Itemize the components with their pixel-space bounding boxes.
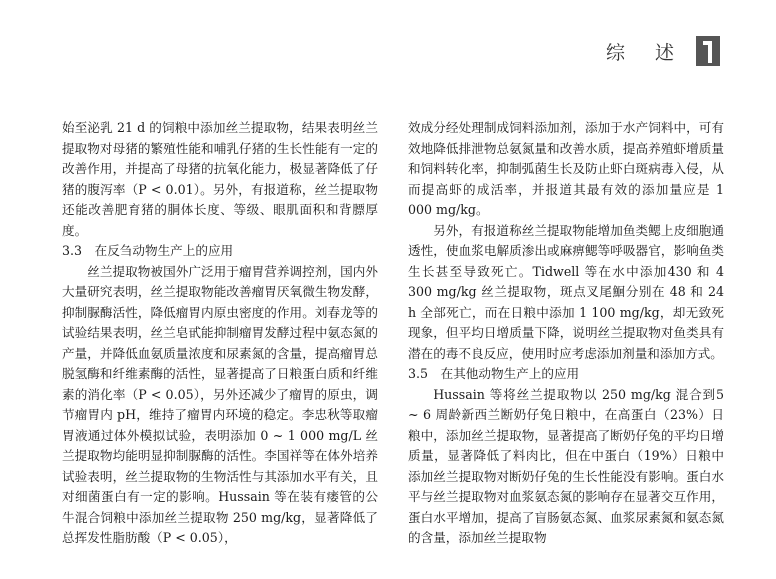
page-header [606,34,720,68]
right-paragraph-1: 效成分经处理制成饲料添加剂，添加于水产饲料中，可有效地降低排泄物总氨氮量和改善水质，提高养殖虾增质量和饲料转化率，抑制弧菌生长及防止虾白斑病毒入侵，从而提高虾的成活率，并报道其最有效的添加量应是 1 000 mg/kg。 [408,120,724,217]
right-paragraph-2: 另外，有报道称丝兰提取物能增加鱼类鳃上皮细胞通透性，使血浆电解质渗出或麻痹鳃等呼吸器官，影响鱼类生长甚至导致死亡。Tidwell 等在水中添加430 和 4 300 mg/kg 丝兰提取物，斑点叉尾鮰分别在 48 和 24 h 全部死亡，而在日粮中添加 1 100 mg/kg，却无致死现象，但平均日增质量下降，说明丝兰提取物对鱼类具有潜在的毒不良反应，使用时应考虑添加剂量和添加方式。 [408,222,724,361]
left-paragraph-1: 始至泌乳 21 d 的饲粮中添加丝兰提取物，结果表明丝兰提取物对母猪的繁殖性能和哺乳仔猪的生长性能有一定的改善作用，并提高了母猪的抗氧化能力，极显著降低了仔猪的腹泻率（P < 0.01）。另外，有报道称，丝兰提取物还能改善肥育猪的胴体长度、等级、眼肌面积和背膘厚度。 [62,120,378,238]
section-heading-3-5: 3.5 在其他动物生产上的应用 [408,366,580,381]
section-heading-3-3: 3.3 在反刍动物生产上的应用 [62,243,234,258]
right-paragraph-3: Hussain 等将丝兰提取物以 250 mg/kg 混合到5 ~ 6 周龄新西兰断奶仔兔日粮中，在高蛋白（23%）日粮中，添加丝兰提取物，显著提高了断奶仔兔的平均日增质量，显著降低了料肉比，但在中蛋白（19%）日粮中添加丝兰提取物对断奶仔兔的生长性能没有影响。蛋白水平与丝兰提取物对血浆氨态氮的影响存在显著交互作用，蛋白水平增加，提高了盲肠氨态氮、血浆尿素氮和氨态氮的含量，添加丝兰提取物 [408,386,724,545]
right-column [408,118,724,549]
section-title: 综 述 [605,41,686,64]
left-paragraph-2: 丝兰提取物被国外广泛用于瘤胃营养调控剂，国内外大量研究表明，丝兰提取物能改善瘤胃厌氧微生物发酵，抑制脲酶活性，降低瘤胃内原虫密度的作用。刘春龙等的试验结果表明，丝兰皂甙能抑制瘤胃发酵过程中氨态氮的产量，并降低血氨质量浓度和尿素氮的含量，提高瘤胃总脱氢酶和纤维素酶的活性，显著提高了日粮蛋白质和纤维素的消化率（P < 0.05），另外还减少了瘤胃的原虫，调节瘤胃内 pH，维持了瘤胃内环境的稳定。李忠秋等取瘤胃液通过体外模拟试验，表明添加 0 ~ 1 000 mg/L 丝兰提取物均能明显抑制脲酶的活性。李国祥等在体外培养试验表明，丝兰提取物的生物活性与其添加水平有关，且对细菌蛋白有一定的影响。Hussain 等在装有瘘管的公牛混合饲粮中添加丝兰提取物 250 mg/kg，显著降低了总挥发性脂肪酸（P < 0.05）， [62,263,378,545]
left-column [62,118,378,549]
corner-bracket-logo-icon [696,36,720,66]
